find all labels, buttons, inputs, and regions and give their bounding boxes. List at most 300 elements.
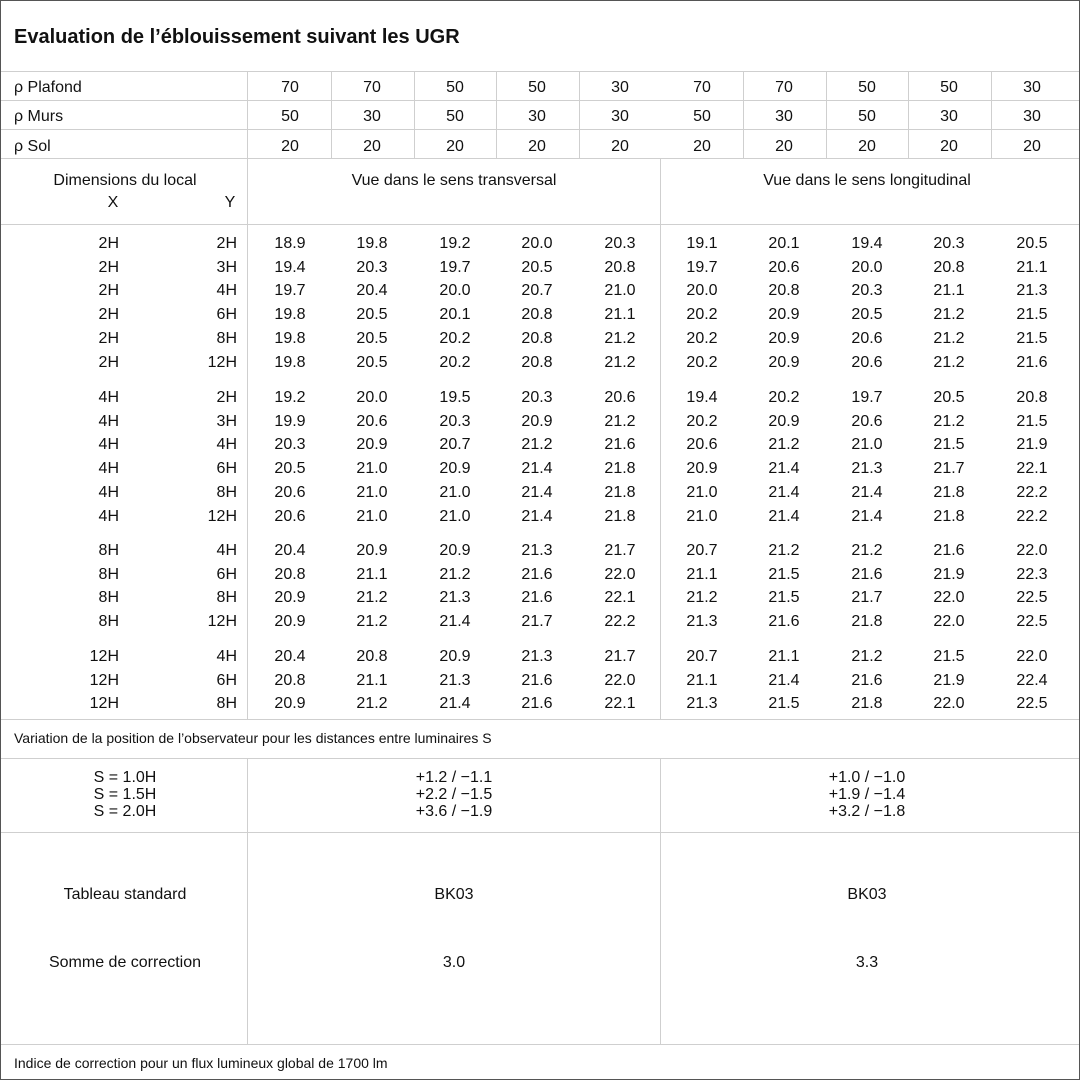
ugr-value: 20.9 bbox=[439, 542, 471, 559]
reflectance-value: 50 bbox=[693, 108, 711, 125]
reflectance-value: 30 bbox=[1023, 79, 1041, 96]
ugr-value: 20.5 bbox=[356, 330, 388, 347]
room-y-dimension: 3H bbox=[216, 413, 237, 430]
ugr-value: 20.8 bbox=[356, 648, 388, 665]
reflectance-value: 20 bbox=[858, 138, 876, 155]
ugr-value: 21.1 bbox=[686, 672, 718, 689]
row-divider bbox=[1, 71, 1079, 72]
ugr-value: 21.0 bbox=[686, 508, 718, 525]
page-title: Evaluation de l’éblouissement suivant les UGR bbox=[14, 26, 460, 48]
ugr-value: 22.1 bbox=[604, 589, 636, 606]
ugr-value: 20.6 bbox=[686, 436, 718, 453]
ugr-value: 21.1 bbox=[1016, 259, 1048, 276]
ugr-value: 20.3 bbox=[521, 389, 553, 406]
ugr-value: 21.4 bbox=[439, 613, 471, 630]
ugr-value: 20.2 bbox=[439, 330, 471, 347]
ugr-value: 21.3 bbox=[439, 589, 471, 606]
ugr-value: 20.2 bbox=[686, 413, 718, 430]
ugr-value: 21.6 bbox=[768, 613, 800, 630]
ugr-value: 19.8 bbox=[274, 306, 306, 323]
room-x-dimension: 2H bbox=[98, 354, 119, 371]
ugr-value: 20.4 bbox=[274, 648, 306, 665]
reflectance-column-divider bbox=[826, 71, 827, 158]
ugr-value: 21.6 bbox=[933, 542, 965, 559]
x-axis-label: X bbox=[107, 194, 119, 211]
ugr-value: 20.5 bbox=[356, 306, 388, 323]
reflectance-column-divider bbox=[496, 71, 497, 158]
ugr-value: 21.8 bbox=[604, 484, 636, 501]
reflectance-value: 30 bbox=[775, 108, 793, 125]
ugr-value: 21.0 bbox=[851, 436, 883, 453]
reflectance-column-divider bbox=[743, 71, 744, 158]
transversal-header: Vue dans le sens transversal bbox=[351, 172, 557, 189]
ugr-value: 21.2 bbox=[521, 436, 553, 453]
ugr-value: 20.9 bbox=[356, 436, 388, 453]
ugr-value: 21.0 bbox=[686, 484, 718, 501]
reflectance-value: 50 bbox=[281, 108, 299, 125]
reflectance-value: 20 bbox=[528, 138, 546, 155]
ugr-value: 20.1 bbox=[439, 306, 471, 323]
ugr-value: 20.2 bbox=[439, 354, 471, 371]
ugr-value: 21.3 bbox=[521, 542, 553, 559]
ugr-value: 22.2 bbox=[604, 613, 636, 630]
ugr-value: 19.2 bbox=[439, 235, 471, 252]
ugr-value: 21.6 bbox=[521, 695, 553, 712]
ugr-value: 20.2 bbox=[686, 306, 718, 323]
ugr-value: 20.9 bbox=[439, 460, 471, 477]
correction-sum-label: Somme de correction bbox=[48, 954, 202, 971]
column-divider bbox=[660, 758, 661, 1044]
ugr-value: 20.2 bbox=[686, 354, 718, 371]
ugr-value: 21.5 bbox=[1016, 306, 1048, 323]
reflectance-value: 30 bbox=[611, 108, 629, 125]
room-x-dimension: 4H bbox=[98, 508, 119, 525]
reflectance-value: 70 bbox=[281, 79, 299, 96]
room-x-dimension: 8H bbox=[98, 566, 119, 583]
reflectance-value: 50 bbox=[858, 108, 876, 125]
column-divider bbox=[247, 71, 248, 719]
ugr-value: 21.4 bbox=[521, 460, 553, 477]
ugr-value: 21.4 bbox=[768, 460, 800, 477]
ugr-value: 21.2 bbox=[851, 542, 883, 559]
ugr-value: 20.6 bbox=[851, 354, 883, 371]
ugr-value: 20.6 bbox=[768, 259, 800, 276]
ugr-value: 21.3 bbox=[686, 613, 718, 630]
reflectance-value: 50 bbox=[528, 79, 546, 96]
room-y-dimension: 6H bbox=[216, 566, 237, 583]
ugr-value: 18.9 bbox=[274, 235, 306, 252]
ugr-value: 21.1 bbox=[686, 566, 718, 583]
ugr-value: 21.2 bbox=[768, 436, 800, 453]
variation-label: Variation de la position de l’observateur pour les distances entre luminaires S bbox=[14, 730, 492, 746]
row-divider bbox=[1, 100, 1079, 101]
room-x-dimension: 4H bbox=[98, 460, 119, 477]
room-y-dimension: 6H bbox=[216, 460, 237, 477]
ugr-value: 20.6 bbox=[604, 389, 636, 406]
ugr-value: 21.1 bbox=[356, 566, 388, 583]
room-y-dimension: 2H bbox=[216, 235, 237, 252]
ugr-value: 20.0 bbox=[439, 282, 471, 299]
ugr-value: 20.9 bbox=[768, 306, 800, 323]
longitudinal-variation bbox=[829, 769, 906, 820]
ugr-value: 19.4 bbox=[274, 259, 306, 276]
standard-transversal: BK03 bbox=[434, 886, 474, 903]
reflectance-value: 30 bbox=[363, 108, 381, 125]
reflectance-value: 70 bbox=[363, 79, 381, 96]
ugr-value: 21.8 bbox=[851, 695, 883, 712]
reflectance-value: 30 bbox=[1023, 108, 1041, 125]
ugr-value: 21.7 bbox=[604, 648, 636, 665]
longitudinal-header: Vue dans le sens longitudinal bbox=[763, 172, 971, 189]
ugr-value: 20.5 bbox=[851, 306, 883, 323]
ugr-value: 21.2 bbox=[356, 613, 388, 630]
spacing-list-line: S = 1.0H bbox=[93, 769, 157, 786]
ugr-value: 19.8 bbox=[274, 330, 306, 347]
ugr-value: 20.3 bbox=[851, 282, 883, 299]
ugr-value: 21.7 bbox=[851, 589, 883, 606]
spacing-list bbox=[94, 769, 157, 820]
row-divider bbox=[1, 832, 1079, 833]
ugr-value: 21.0 bbox=[356, 508, 388, 525]
room-y-dimension: 3H bbox=[216, 259, 237, 276]
ugr-value: 19.5 bbox=[439, 389, 471, 406]
room-x-dimension: 4H bbox=[98, 484, 119, 501]
standard-longitudinal: BK03 bbox=[847, 886, 887, 903]
ugr-value: 22.5 bbox=[1016, 613, 1048, 630]
ugr-value: 21.9 bbox=[933, 566, 965, 583]
ugr-value: 21.4 bbox=[768, 508, 800, 525]
ugr-value: 21.3 bbox=[1016, 282, 1048, 299]
ugr-value: 21.6 bbox=[521, 566, 553, 583]
ugr-value: 19.2 bbox=[274, 389, 306, 406]
room-y-dimension: 8H bbox=[216, 484, 237, 501]
ugr-value: 21.8 bbox=[604, 508, 636, 525]
spacing-list-line: S = 2.0H bbox=[93, 803, 157, 820]
ugr-value: 21.7 bbox=[521, 613, 553, 630]
ugr-value: 20.8 bbox=[521, 330, 553, 347]
y-axis-label: Y bbox=[224, 194, 236, 211]
ugr-value: 20.9 bbox=[768, 413, 800, 430]
ugr-value: 20.5 bbox=[933, 389, 965, 406]
ugr-value: 20.2 bbox=[768, 389, 800, 406]
ugr-value: 21.5 bbox=[768, 566, 800, 583]
ugr-value: 20.5 bbox=[274, 460, 306, 477]
longitudinal-variation-line: +1.9 / −1.4 bbox=[828, 786, 906, 803]
transversal-variation-line: +2.2 / −1.5 bbox=[415, 786, 493, 803]
ugr-value: 21.2 bbox=[933, 354, 965, 371]
reflectance-value: 20 bbox=[693, 138, 711, 155]
ugr-value: 21.0 bbox=[439, 508, 471, 525]
ugr-value: 21.3 bbox=[851, 460, 883, 477]
ugr-value: 20.7 bbox=[439, 436, 471, 453]
room-y-dimension: 4H bbox=[216, 648, 237, 665]
ugr-value: 20.6 bbox=[274, 484, 306, 501]
room-x-dimension: 2H bbox=[98, 282, 119, 299]
room-x-dimension: 12H bbox=[89, 648, 119, 665]
reflectance-value: 30 bbox=[611, 79, 629, 96]
room-x-dimension: 4H bbox=[98, 389, 119, 406]
ugr-value: 22.2 bbox=[1016, 508, 1048, 525]
ugr-value: 19.4 bbox=[851, 235, 883, 252]
reflectance-column-divider bbox=[908, 71, 909, 158]
ugr-value: 20.2 bbox=[686, 330, 718, 347]
ugr-value: 20.9 bbox=[521, 413, 553, 430]
ugr-value: 20.7 bbox=[686, 648, 718, 665]
reflectance-value: 50 bbox=[858, 79, 876, 96]
longitudinal-variation-line: +1.0 / −1.0 bbox=[828, 769, 906, 786]
ugr-value: 22.1 bbox=[604, 695, 636, 712]
room-x-dimension: 2H bbox=[98, 306, 119, 323]
ugr-value: 21.2 bbox=[604, 354, 636, 371]
ugr-value: 20.3 bbox=[439, 413, 471, 430]
footer-note: Indice de correction pour un flux lumineux global de 1700 lm bbox=[14, 1055, 388, 1071]
ugr-value: 21.2 bbox=[933, 413, 965, 430]
ugr-value: 21.6 bbox=[1016, 354, 1048, 371]
ugr-value: 21.1 bbox=[604, 306, 636, 323]
ugr-value: 20.3 bbox=[933, 235, 965, 252]
room-y-dimension: 4H bbox=[216, 436, 237, 453]
ugr-value: 22.5 bbox=[1016, 695, 1048, 712]
row-divider bbox=[1, 158, 1079, 159]
reflectance-column-divider bbox=[991, 71, 992, 158]
room-x-dimension: 2H bbox=[98, 235, 119, 252]
room-x-dimension: 12H bbox=[89, 695, 119, 712]
ugr-value: 20.5 bbox=[521, 259, 553, 276]
ugr-value: 20.9 bbox=[274, 589, 306, 606]
room-x-dimension: 2H bbox=[98, 259, 119, 276]
reflectance-value: 20 bbox=[363, 138, 381, 155]
ugr-value: 21.2 bbox=[851, 648, 883, 665]
ugr-value: 19.4 bbox=[686, 389, 718, 406]
ugr-value: 22.0 bbox=[933, 695, 965, 712]
ugr-value: 20.7 bbox=[686, 542, 718, 559]
ugr-value: 21.4 bbox=[768, 672, 800, 689]
ugr-value: 20.9 bbox=[274, 613, 306, 630]
ugr-value: 21.5 bbox=[1016, 413, 1048, 430]
ugr-value: 21.8 bbox=[933, 508, 965, 525]
ugr-value: 20.0 bbox=[851, 259, 883, 276]
ugr-value: 21.3 bbox=[686, 695, 718, 712]
transversal-variation-line: +3.6 / −1.9 bbox=[415, 803, 493, 820]
reflectance-value: 20 bbox=[940, 138, 958, 155]
ugr-value: 20.8 bbox=[604, 259, 636, 276]
ugr-value: 21.6 bbox=[604, 436, 636, 453]
reflectance-value: 20 bbox=[775, 138, 793, 155]
ugr-value: 21.4 bbox=[768, 484, 800, 501]
row-divider bbox=[1, 719, 1079, 720]
room-x-dimension: 4H bbox=[98, 436, 119, 453]
reflectance-value: 20 bbox=[281, 138, 299, 155]
room-y-dimension: 8H bbox=[216, 589, 237, 606]
correction-longitudinal: 3.3 bbox=[855, 954, 879, 971]
dimensions-header: Dimensions du local bbox=[53, 172, 197, 189]
ugr-value: 21.3 bbox=[439, 672, 471, 689]
ugr-value: 20.0 bbox=[356, 389, 388, 406]
ugr-value: 21.0 bbox=[356, 460, 388, 477]
ugr-value: 22.4 bbox=[1016, 672, 1048, 689]
ugr-value: 20.8 bbox=[274, 672, 306, 689]
ugr-value: 21.2 bbox=[604, 330, 636, 347]
ugr-value: 19.7 bbox=[274, 282, 306, 299]
ugr-value: 21.2 bbox=[604, 413, 636, 430]
row-divider bbox=[1, 758, 1079, 759]
reflectance-value: 20 bbox=[611, 138, 629, 155]
ugr-value: 20.4 bbox=[356, 282, 388, 299]
reflectance-value: 70 bbox=[775, 79, 793, 96]
ugr-value: 19.8 bbox=[356, 235, 388, 252]
ugr-value: 20.9 bbox=[768, 354, 800, 371]
ugr-value: 20.0 bbox=[686, 282, 718, 299]
ugr-value: 19.7 bbox=[686, 259, 718, 276]
longitudinal-variation-line: +3.2 / −1.8 bbox=[828, 803, 906, 820]
reflectance-value: 50 bbox=[446, 108, 464, 125]
room-x-dimension: 8H bbox=[98, 589, 119, 606]
room-x-dimension: 2H bbox=[98, 330, 119, 347]
row-divider bbox=[1, 1044, 1079, 1045]
ugr-value: 21.0 bbox=[604, 282, 636, 299]
ugr-value: 19.9 bbox=[274, 413, 306, 430]
reflectance-value: 50 bbox=[940, 79, 958, 96]
ugr-value: 22.0 bbox=[604, 566, 636, 583]
ugr-value: 19.7 bbox=[851, 389, 883, 406]
ugr-value: 20.8 bbox=[933, 259, 965, 276]
room-x-dimension: 12H bbox=[89, 672, 119, 689]
room-y-dimension: 12H bbox=[207, 354, 237, 371]
ugr-value: 20.4 bbox=[274, 542, 306, 559]
ugr-value: 22.0 bbox=[1016, 542, 1048, 559]
ugr-value: 22.0 bbox=[933, 613, 965, 630]
ugr-value: 21.4 bbox=[521, 484, 553, 501]
ugr-value: 21.5 bbox=[933, 648, 965, 665]
spacing-list-line: S = 1.5H bbox=[93, 786, 157, 803]
room-y-dimension: 6H bbox=[216, 306, 237, 323]
ugr-value: 20.5 bbox=[1016, 235, 1048, 252]
row-divider bbox=[1, 129, 1079, 130]
ugr-value: 21.1 bbox=[356, 672, 388, 689]
ugr-value: 21.2 bbox=[356, 589, 388, 606]
ugr-value: 22.3 bbox=[1016, 566, 1048, 583]
room-x-dimension: 8H bbox=[98, 542, 119, 559]
reflectance-value: 70 bbox=[693, 79, 711, 96]
ugr-value: 20.6 bbox=[274, 508, 306, 525]
ugr-value: 22.5 bbox=[1016, 589, 1048, 606]
ugr-value: 19.1 bbox=[686, 235, 718, 252]
ugr-value: 21.4 bbox=[439, 695, 471, 712]
ugr-value: 21.7 bbox=[933, 460, 965, 477]
ugr-value: 21.2 bbox=[933, 330, 965, 347]
ugr-value: 21.0 bbox=[439, 484, 471, 501]
ugr-value: 20.1 bbox=[768, 235, 800, 252]
reflectance-column-divider bbox=[579, 71, 580, 158]
ugr-value: 20.8 bbox=[521, 306, 553, 323]
ugr-value: 21.8 bbox=[604, 460, 636, 477]
room-y-dimension: 12H bbox=[207, 508, 237, 525]
row-divider bbox=[1, 224, 1079, 225]
column-divider bbox=[660, 158, 661, 719]
ugr-value: 20.6 bbox=[851, 413, 883, 430]
transversal-variation-line: +1.2 / −1.1 bbox=[415, 769, 493, 786]
standard-table-label: Tableau standard bbox=[63, 886, 187, 903]
ugr-value: 19.7 bbox=[439, 259, 471, 276]
ugr-value: 21.5 bbox=[768, 589, 800, 606]
column-divider bbox=[247, 758, 248, 1044]
ugr-value: 20.9 bbox=[274, 695, 306, 712]
reflectance-label: ρ Plafond bbox=[14, 79, 82, 96]
ugr-value: 21.2 bbox=[768, 542, 800, 559]
ugr-value: 22.0 bbox=[933, 589, 965, 606]
room-y-dimension: 8H bbox=[216, 330, 237, 347]
ugr-value: 21.4 bbox=[521, 508, 553, 525]
ugr-value: 21.2 bbox=[933, 306, 965, 323]
ugr-value: 20.3 bbox=[274, 436, 306, 453]
ugr-value: 21.6 bbox=[521, 672, 553, 689]
ugr-value: 20.6 bbox=[851, 330, 883, 347]
ugr-value: 20.3 bbox=[356, 259, 388, 276]
ugr-value: 20.9 bbox=[686, 460, 718, 477]
reflectance-label: ρ Sol bbox=[14, 138, 51, 155]
ugr-value: 20.9 bbox=[439, 648, 471, 665]
reflectance-column-divider bbox=[331, 71, 332, 158]
room-x-dimension: 4H bbox=[98, 413, 119, 430]
ugr-value: 21.4 bbox=[851, 484, 883, 501]
reflectance-value: 30 bbox=[940, 108, 958, 125]
reflectance-value: 20 bbox=[1023, 138, 1041, 155]
ugr-value: 21.8 bbox=[933, 484, 965, 501]
reflectance-value: 20 bbox=[446, 138, 464, 155]
ugr-value: 21.4 bbox=[851, 508, 883, 525]
ugr-value: 20.8 bbox=[274, 566, 306, 583]
ugr-value: 20.5 bbox=[356, 354, 388, 371]
ugr-value: 22.0 bbox=[604, 672, 636, 689]
ugr-value: 20.8 bbox=[1016, 389, 1048, 406]
ugr-value: 21.8 bbox=[851, 613, 883, 630]
ugr-value: 21.6 bbox=[851, 672, 883, 689]
ugr-value: 20.9 bbox=[768, 330, 800, 347]
ugr-value: 21.9 bbox=[1016, 436, 1048, 453]
ugr-value: 22.2 bbox=[1016, 484, 1048, 501]
room-y-dimension: 8H bbox=[216, 695, 237, 712]
room-y-dimension: 4H bbox=[216, 282, 237, 299]
reflectance-column-divider bbox=[414, 71, 415, 158]
ugr-value: 20.3 bbox=[604, 235, 636, 252]
ugr-value: 21.2 bbox=[439, 566, 471, 583]
ugr-value: 21.6 bbox=[851, 566, 883, 583]
ugr-value: 20.6 bbox=[356, 413, 388, 430]
room-x-dimension: 8H bbox=[98, 613, 119, 630]
ugr-value: 20.8 bbox=[521, 354, 553, 371]
ugr-value: 21.1 bbox=[933, 282, 965, 299]
ugr-value: 21.5 bbox=[1016, 330, 1048, 347]
ugr-value: 21.1 bbox=[768, 648, 800, 665]
room-y-dimension: 2H bbox=[216, 389, 237, 406]
ugr-value: 21.7 bbox=[604, 542, 636, 559]
ugr-value: 22.0 bbox=[1016, 648, 1048, 665]
room-y-dimension: 4H bbox=[216, 542, 237, 559]
ugr-value: 21.9 bbox=[933, 672, 965, 689]
ugr-value: 21.2 bbox=[686, 589, 718, 606]
ugr-value: 20.7 bbox=[521, 282, 553, 299]
room-y-dimension: 12H bbox=[207, 613, 237, 630]
ugr-value: 21.5 bbox=[768, 695, 800, 712]
ugr-value: 21.5 bbox=[933, 436, 965, 453]
ugr-value: 21.6 bbox=[521, 589, 553, 606]
ugr-value: 20.9 bbox=[356, 542, 388, 559]
ugr-value: 21.0 bbox=[356, 484, 388, 501]
transversal-variation bbox=[416, 769, 493, 820]
ugr-value: 20.0 bbox=[521, 235, 553, 252]
ugr-value: 21.3 bbox=[521, 648, 553, 665]
correction-transversal: 3.0 bbox=[442, 954, 466, 971]
